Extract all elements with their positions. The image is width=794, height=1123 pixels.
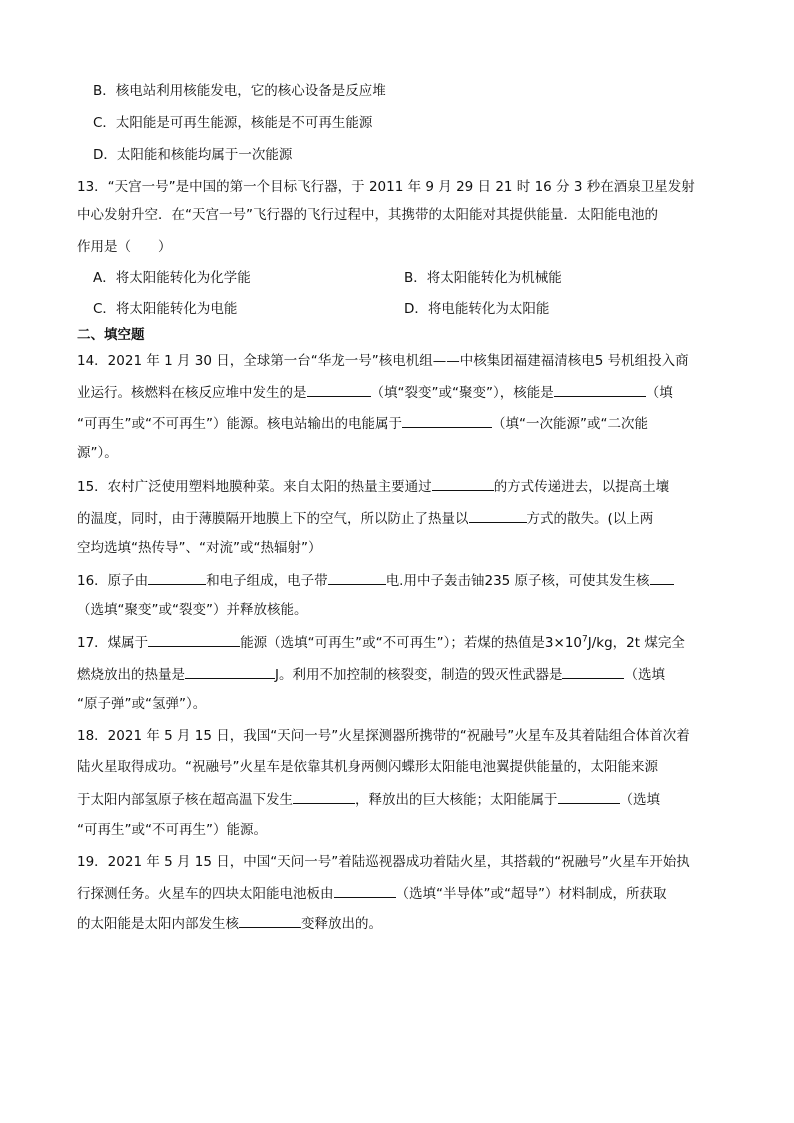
q18-line3 [77,789,660,810]
answer-blank[interactable] [307,382,371,397]
q13-option-b: B．将太阳能转化为机械能 [404,270,562,286]
q17-text: J/kg，2t 煤完全 [587,635,685,651]
q16-line1 [77,570,674,591]
q17-text: 17．煤属于 [77,635,149,651]
answer-blank[interactable] [293,789,355,804]
q13-line2: 中心发射升空．在“天宫一号”飞行器的飞行过程中，其携带的太阳能对其提供能量．太阳能电池的 [77,207,658,223]
answer-blank[interactable] [650,570,674,585]
q14-text: （填 [645,385,673,401]
q16-text: 和电子组成，电子带 [206,573,328,589]
q12-option-c: C．太阳能是可再生能源，核能是不可再生能源 [93,115,373,131]
answer-blank[interactable] [562,664,624,679]
answer-blank[interactable] [328,570,386,585]
q17-text: （选填 [624,667,665,683]
q13-option-d: D．将电能转化为太阳能 [404,301,550,317]
q12-option-b: B．核电站利用核能发电，它的核心设备是反应堆 [93,83,386,99]
q15-text: 方式的散失。(以上两 [526,511,654,527]
answer-blank[interactable] [558,789,620,804]
q15-text: 的温度，同时，由于薄膜隔开地膜上下的空气，所以防止了热量以 [77,511,469,527]
answer-blank[interactable] [148,632,240,647]
section-title-fill-blank: 二、填空题 [77,327,145,343]
q16-text: 16．原子由 [77,573,149,589]
q17-text: 能源（选填“可再生”或“不可再生”）；若煤的热值是3×10 [240,635,582,651]
q17-line3: “原子弹”或“氢弹”）。 [77,696,207,712]
answer-blank[interactable] [239,913,301,928]
q13-option-c: C．将太阳能转化为电能 [93,301,238,317]
q13-line1: 13．“天宫一号”是中国的第一个目标飞行器，于 2011 年 9 月 29 日 21 时 16 分 3 秒在酒泉卫星发射 [77,179,695,195]
answer-blank[interactable] [148,570,206,585]
answer-blank[interactable] [469,508,527,523]
q16-line2: （选填“聚变”或“裂变”）并释放核能。 [77,602,308,618]
q19-text: 的太阳能是太阳内部发生核 [77,916,239,932]
q18-text: ，释放出的巨大核能；太阳能属于 [355,792,558,808]
q15-text: 的方式传递进去，以提高土壤 [493,479,670,495]
q17-line1 [77,632,685,653]
q19-line1: 19．2021 年 5 月 15 日，中国“天问一号”着陆巡视器成功着陆火星，其搭载的“祝融号”火星车开始执 [77,854,690,870]
q18-line2: 陆火星取得成功。“祝融号”火星车是依靠其机身两侧闪蝶形太阳能电池翼提供能量的，太阳能来源 [77,759,658,775]
q17-exponent: 7 [582,634,588,645]
q17-text: J。利用不加控制的核裂变，制造的毁灭性武器是 [275,667,563,683]
q15-line3: 空均选填“热传导”、“对流”或“热辐射”） [77,540,322,556]
q18-text: 于太阳内部氢原子核在超高温下发生 [77,792,293,808]
q18-line4: “可再生”或“不可再生”）能源。 [77,822,267,838]
q19-line3 [77,913,382,934]
q15-line2 [77,508,653,529]
q14-line2 [77,382,673,403]
q12-option-d: D．太阳能和核能均属于一次能源 [93,147,293,163]
q14-text: “可再生”或“不可再生”）能源。核电站输出的电能属于 [77,416,402,432]
q19-text: （选填“半导体”或“超导”）材料制成，所获取 [395,886,667,902]
q13-line3: 作用是（ ） [77,239,172,255]
q14-line3 [77,413,648,434]
q16-text: 电.用中子轰击铀235 原子核，可使其发生核 [385,573,650,589]
q14-text: （填“一次能源”或“二次能 [491,416,648,432]
q18-text: （选填 [619,792,660,808]
q13-option-a: A．将太阳能转化为化学能 [93,270,251,286]
q19-text: 行探测任务。火星车的四块太阳能电池板由 [77,886,334,902]
answer-blank[interactable] [185,664,275,679]
answer-blank[interactable] [402,413,492,428]
q15-line1 [77,476,669,497]
answer-blank[interactable] [334,883,396,898]
q18-line1: 18．2021 年 5 月 15 日，我国“天问一号”火星探测器所携带的“祝融号”火星车及其着陆组合体首次着 [77,728,690,744]
q14-text: 业运行。核燃料在核反应堆中发生的是 [77,385,307,401]
q19-line2 [77,883,666,904]
q17-text: 燃烧放出的热量是 [77,667,185,683]
q19-text: 变释放出的。 [301,916,382,932]
q14-line4: 源”）。 [77,445,118,461]
q15-text: 15．农村广泛使用塑料地膜种菜。来自太阳的热量主要通过 [77,479,432,495]
q14-line1: 14．2021 年 1 月 30 日，全球第一台“华龙一号”核电机组——中核集团福建福清核电5 号机组投入商 [77,353,689,369]
answer-blank[interactable] [432,476,494,491]
q17-line2 [77,664,665,685]
answer-blank[interactable] [554,382,646,397]
q14-text: （填“裂变”或“聚变”），核能是 [370,385,554,401]
